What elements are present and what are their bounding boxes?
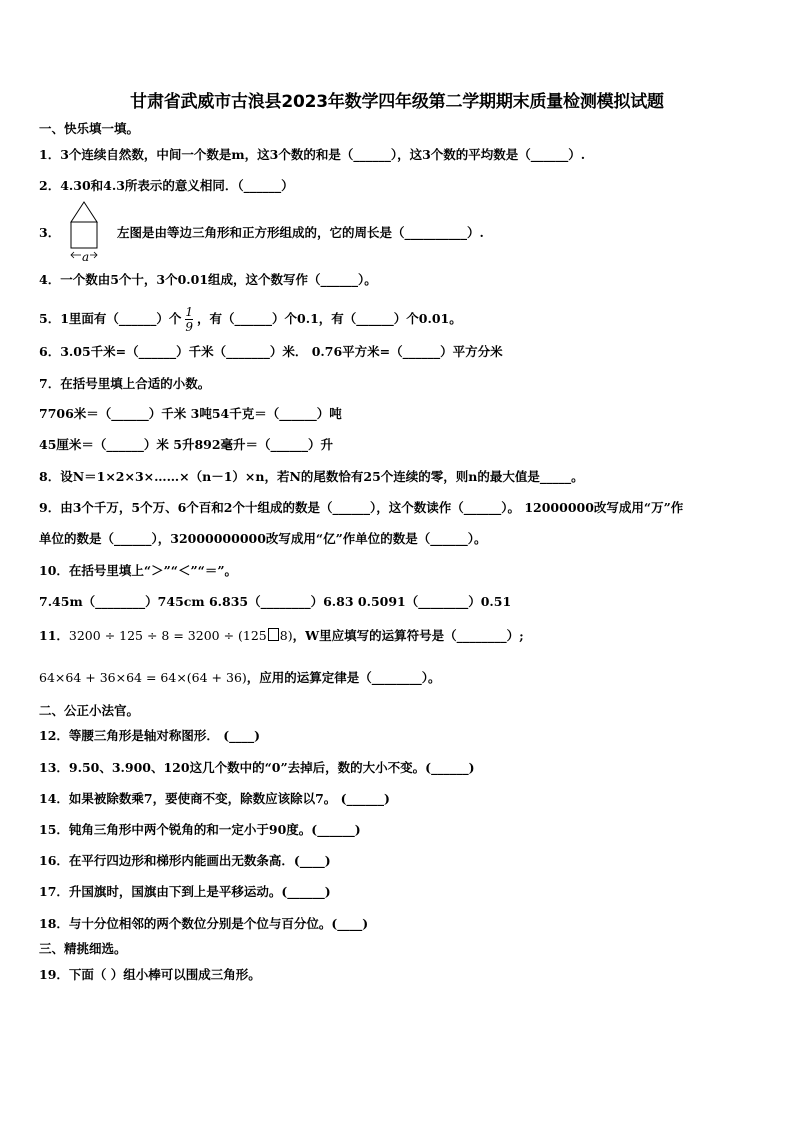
fraction-numerator: 1: [185, 305, 194, 319]
question-2: 2．4.30和4.3所表示的意义相同．（______）: [39, 178, 294, 193]
section-heading-2: 二、公正小法官。: [39, 703, 140, 718]
section-heading-3: 三、精挑细选。: [39, 941, 127, 956]
question-10: 10．在括号里填上“＞”“＜”“＝”。: [39, 563, 238, 578]
question-9-line-2: 单位的数是（______），32000000000改写成用“亿”作单位的数是（______）。: [39, 531, 487, 546]
figure-side-label: a: [82, 250, 90, 264]
question-7: 7．在括号里填上合适的小数。: [39, 376, 211, 391]
question-10-comparisons: 7.45m（________）745cm 6.835（________）6.83 0.5091（________）0.51: [39, 594, 512, 609]
question-17: 17．升国旗时，国旗由下到上是平移运动。(______): [39, 884, 331, 899]
question-13: 13．9.50、3.900、120这几个数中的“0”去掉后，数的大小不变。(______): [39, 760, 475, 775]
question-1: 1．3个连续自然数，中间一个数是m，这3个数的和是（______），这3个数的平均数是（______）.: [39, 147, 586, 162]
question-7-line-1: 7706米＝（______）千米 3吨54千克＝（______）吨: [39, 406, 342, 421]
question-11-number: 11．: [39, 628, 69, 643]
distributive-expression: 64×64 + 36×64 = 64×(64 + 36): [39, 670, 247, 685]
question-18: 18．与十分位相邻的两个数位分别是个位与百分位。(____): [39, 916, 369, 931]
division-expression-right: 8): [279, 628, 293, 643]
question-12: 12．等腰三角形是轴对称图形． (____): [39, 728, 261, 743]
question-8: 8．设N＝1×2×3×……×（n－1）×n，若N的尾数恰有25个连续的零，则n的最大值是_____。: [39, 469, 584, 484]
question-5: [39, 306, 462, 333]
question-5-part-a: 5．1里面有（______）个: [39, 311, 182, 326]
question-11-line-2: [39, 669, 441, 687]
question-6: 6．3.05千米=（______）千米（_______）米． 0.76平方米=（______）平方分米: [39, 344, 503, 359]
page-title: 甘肃省武威市古浪县2023年数学四年级第二学期期末质量检测模拟试题: [130, 92, 664, 112]
question-3-text: 左图是由等边三角形和正方形组成的，它的周长是（__________）.: [117, 225, 484, 240]
question-14: 14．如果被除数乘7，要使商不变，除数应该除以7。 (______): [39, 791, 390, 806]
question-4: 4．一个数由5个十，3个0.01组成，这个数写作（______）。: [39, 272, 377, 287]
question-11-text-2: ，应用的运算定律是（________）。: [246, 670, 441, 685]
question-19: 19．下面（ ）组小棒可以围成三角形。: [39, 967, 261, 982]
question-11-text: ，W里应填写的运算符号是（________）;: [292, 628, 524, 643]
division-expression: [69, 628, 293, 643]
question-15: 15．钝角三角形中两个锐角的和一定小于90度。(______): [39, 822, 361, 837]
question-3-number: 3．: [39, 225, 61, 240]
operator-blank-box: [268, 628, 279, 641]
fraction-denominator: 9: [185, 320, 194, 334]
question-7-line-2: 45厘米＝（______）米 5升892毫升＝（______）升: [39, 437, 334, 452]
fraction-one-ninth: [184, 306, 194, 333]
section-heading-1: 一、快乐填一填。: [39, 121, 140, 136]
question-16: 16．在平行四边形和梯形内能画出无数条高．(____): [39, 853, 331, 868]
question-11-line-1: [39, 627, 524, 645]
question-5-part-b: ，有（______）个0.1，有（______）个0.01。: [197, 311, 462, 326]
question-9-line-1: 9．由3个千万，5个万、6个百和2个十组成的数是（______），这个数读作（______）。 12000000改写成用“万”作: [39, 500, 684, 515]
division-expression-left: 3200 ÷ 125 ÷ 8 = 3200 ÷ (125: [68, 628, 267, 643]
